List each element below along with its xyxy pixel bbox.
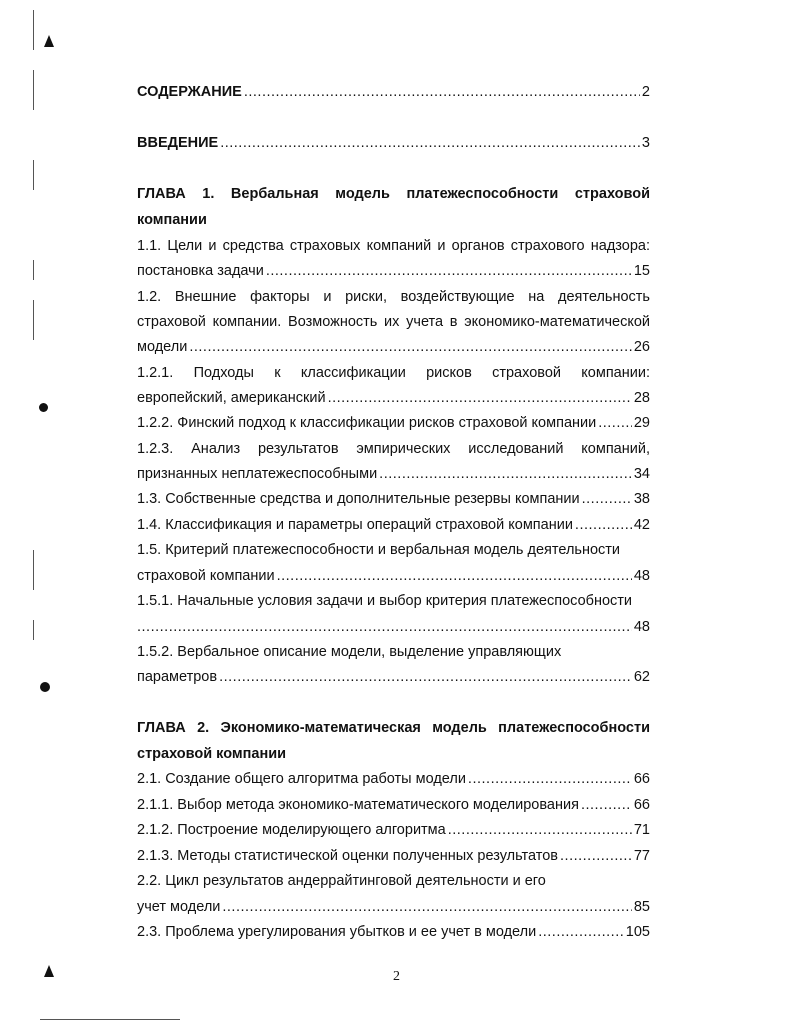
toc-entry-1-5-1-cont: ..... 48 bbox=[137, 618, 650, 636]
toc-entry-1-5-cont: страховой компании ..... 48 bbox=[137, 567, 650, 585]
toc-entry-1-5-2-cont: параметров ..... 62 bbox=[137, 668, 650, 686]
toc-entry-1-1-cont: постановка задачи ..... 15 bbox=[137, 262, 650, 280]
toc-entry-1-3: 1.3. Собственные средства и дополнительные резервы компании ..... 38 bbox=[137, 490, 650, 508]
scan-dot bbox=[39, 403, 48, 412]
toc-entry-1-1: 1.1. Цели и средства страховых компаний и органов страхового надзора: bbox=[137, 238, 650, 254]
scan-margin-line bbox=[33, 10, 34, 50]
scan-bottom-line bbox=[40, 1019, 180, 1020]
toc-entry-2-1: 2.1. Создание общего алгоритма работы модели ..... 66 bbox=[137, 770, 650, 788]
toc-entry-1-2-cont: модели ..... 26 bbox=[137, 338, 650, 356]
toc-entry-2-3: 2.3. Проблема урегулирования убытков и ее учет в модели ..... 105 bbox=[137, 923, 650, 941]
scan-margin-line bbox=[33, 620, 34, 640]
page-number: 2 bbox=[393, 969, 400, 984]
scan-margin-line bbox=[33, 160, 34, 190]
toc-entry-2-2-cont: учет модели ..... 85 bbox=[137, 898, 650, 916]
toc-entry-2-1-3: 2.1.3. Методы статистической оценки полученных результатов ..... 77 bbox=[137, 847, 650, 865]
toc-entry-1-5-1: 1.5.1. Начальные условия задачи и выбор критерия платежеспособности bbox=[137, 593, 633, 609]
toc-entry-1-5: 1.5. Критерий платежеспособности и вербальная модель деятельности bbox=[137, 542, 621, 558]
toc-entry-1-4: 1.4. Классификация и параметры операций страховой компании ..... 42 bbox=[137, 516, 650, 534]
toc-entry-1-5-2: 1.5.2. Вербальное описание модели, выделение управляющих bbox=[137, 644, 562, 660]
chapter-1-title: ГЛАВА 1. Вербальная модель платежеспособности страховой bbox=[137, 186, 650, 202]
toc-entry-1-2-1-cont: европейский, американский ..... 28 bbox=[137, 389, 650, 407]
toc-entry-1-2-2: 1.2.2. Финский подход к классификации рисков страховой компании ..... 29 bbox=[137, 414, 650, 432]
toc-entry-1-2-1: 1.2.1. Подходы к классификации рисков страховой компании: bbox=[137, 365, 650, 381]
chapter-1-title-cont: компании bbox=[137, 212, 207, 228]
toc-entry-2-2: 2.2. Цикл результатов андеррайтинговой деятельности и его bbox=[137, 873, 546, 889]
chapter-2-title: ГЛАВА 2. Экономико-математическая модель платежеспособности bbox=[137, 720, 650, 736]
chapter-2-title-cont: страховой компании bbox=[137, 746, 287, 762]
toc-entry-1-2-3: 1.2.3. Анализ результатов эмпирических исследований компаний, bbox=[137, 441, 650, 457]
toc-entry-vvedenie: ВВЕДЕНИЕ ..... 3 bbox=[137, 134, 650, 152]
scan-margin-line bbox=[33, 300, 34, 340]
toc-entry-1-2-3-cont: признанных неплатежеспособными ..... 34 bbox=[137, 465, 650, 483]
toc-entry-1-2-line2: страховой компании. Возможность их учета в экономико-математической bbox=[137, 314, 650, 330]
toc-entry-soderzhanie: СОДЕРЖАНИЕ ..... 2 bbox=[137, 83, 650, 101]
scan-margin-line bbox=[33, 260, 34, 280]
scan-margin-line bbox=[33, 550, 34, 590]
scan-mark-top bbox=[44, 35, 54, 47]
toc-entry-2-1-2: 2.1.2. Построение моделирующего алгоритма ..... 71 bbox=[137, 821, 650, 839]
toc-entry-2-1-1: 2.1.1. Выбор метода экономико-математического моделирования ..... 66 bbox=[137, 796, 650, 814]
scan-margin-line bbox=[33, 70, 34, 110]
toc-entry-1-2: 1.2. Внешние факторы и риски, воздействующие на деятельность bbox=[137, 289, 650, 305]
scan-dot bbox=[40, 682, 50, 692]
